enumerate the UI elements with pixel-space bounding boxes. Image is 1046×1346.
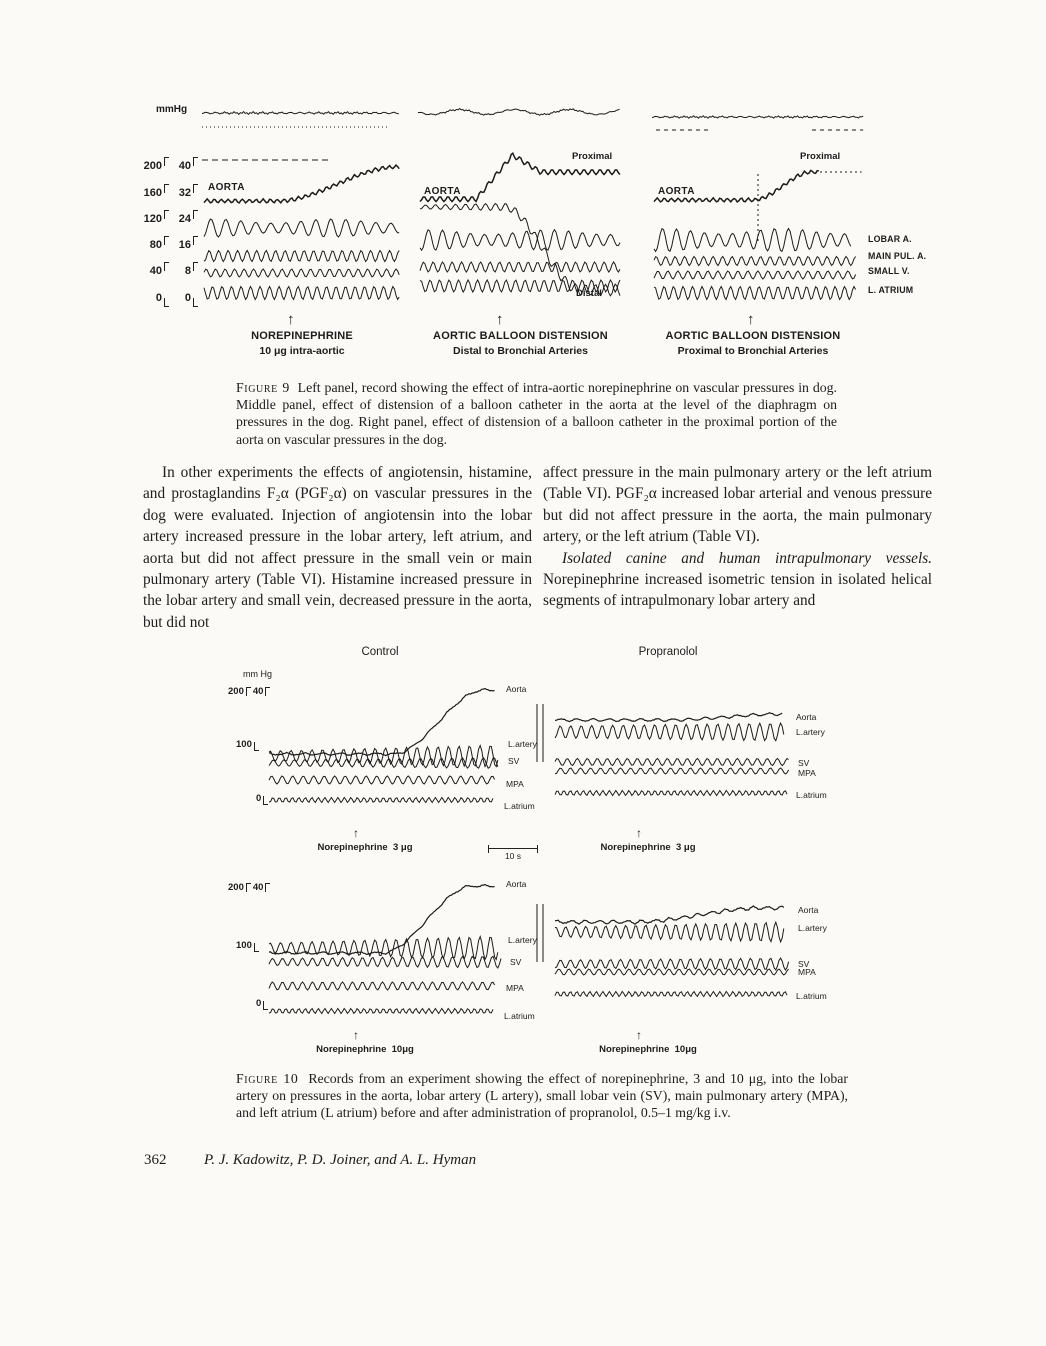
axis-value: 0 — [256, 998, 262, 1009]
panel1-caption — [202, 330, 402, 357]
axis-row — [138, 288, 200, 306]
axis-value: 200 — [228, 882, 244, 893]
small-vein-label: SMALL V. — [868, 266, 910, 276]
body-italic-lead: Isolated canine and human intrapulmonary vessels. — [562, 549, 932, 567]
page-number: 362 — [144, 1152, 167, 1168]
left-atrium-trace-label: L.atrium — [796, 790, 827, 800]
time-scale-label: 10 s — [504, 851, 522, 861]
axis-tick-left: 160 — [143, 187, 162, 199]
figure10-caption-label: Figure 10 — [236, 1071, 299, 1086]
small-vein-trace-label: SV — [798, 959, 810, 969]
axis-value: 40 — [252, 686, 264, 697]
figure10-control-3ug-traces — [252, 680, 505, 815]
tick-mark-icon — [164, 210, 169, 219]
panel-caption-line1: NOREPINEPHRINE — [251, 330, 353, 342]
axis-row — [138, 261, 200, 279]
lobar-artery-trace-label: L.artery — [508, 739, 537, 749]
axis-tick-right: 16 — [178, 239, 191, 251]
panel-caption-line2: Proximal to Bronchial Arteries — [677, 345, 829, 357]
tick-mark-icon — [246, 687, 251, 696]
axis-tick-left: 120 — [143, 213, 162, 225]
tick-mark-icon — [164, 184, 169, 193]
panel-caption-line1: AORTIC BALLOON DISTENSION — [433, 330, 608, 342]
event-norepinephrine-3ug: Norepinephrine 3 μg — [600, 842, 696, 853]
aorta-trace-label: AORTA — [424, 186, 461, 197]
tick-mark-icon — [164, 236, 169, 245]
figure10-y-axis-unit: mm Hg — [243, 669, 272, 679]
axis-value: 100 — [236, 940, 252, 951]
injection-arrow-icon: ↑ — [353, 826, 359, 840]
aorta-trace-label: Aorta — [798, 905, 819, 915]
tick-mark-icon — [246, 883, 251, 892]
panel2-caption — [418, 330, 623, 357]
column-header-propranolol: Propranolol — [638, 646, 698, 658]
injection-arrow-icon: ↑ — [287, 311, 295, 328]
axis-value: 0 — [256, 793, 262, 804]
axis-tick-left: 40 — [149, 265, 162, 277]
axis-row — [138, 156, 200, 174]
distension-arrow-icon: ↑ — [747, 311, 755, 328]
axis-value: 100 — [236, 739, 252, 750]
panel-caption-line2: Distal to Bronchial Arteries — [453, 345, 588, 357]
tick-mark-icon — [193, 262, 198, 271]
figure9 — [0, 0, 1046, 460]
lobar-artery-trace-label: L.artery — [798, 923, 827, 933]
axis-tick-right: 32 — [178, 187, 191, 199]
figure10-propranolol-3ug-traces — [533, 694, 803, 806]
small-vein-trace-label: SV — [798, 758, 810, 768]
distension-arrow-icon: ↑ — [496, 311, 504, 328]
tick-mark-icon — [164, 298, 169, 307]
mpa-trace-label: MPA — [506, 779, 524, 789]
axis-value: 200 — [228, 686, 244, 697]
figure9-panel1-traces — [202, 100, 402, 312]
left-atrium-label: L. ATRIUM — [868, 285, 914, 295]
axis-tick-left: 80 — [149, 239, 162, 251]
column-header-control: Control — [361, 646, 399, 658]
lobar-artery-trace-label: L.artery — [508, 935, 537, 945]
injection-arrow-icon: ↑ — [636, 1028, 642, 1042]
body-paragraph — [543, 548, 932, 612]
axis-tick-right: 40 — [178, 160, 191, 172]
body-paragraph-rest: Norepinephrine increased isometric tension in isolated helical segments of intrapulmonary lobar artery and — [543, 571, 932, 610]
aorta-trace-label: Aorta — [506, 684, 527, 694]
proximal-trace-label: Proximal — [572, 151, 613, 162]
body-paragraph: In other experiments the effects of angiotensin, histamine, and prostaglandins F₂α (PGF₂α) on vascular pressures in the dog were evaluated. Injection of angiotensin into the lobar artery increased pressure in the lobar artery, left atrium, and aorta but did not affect pressure in the small vein or main pulmonary artery (Table VI). Histamine increased pressure in the lobar artery and small vein, decreased pressure in the aorta, but did not — [143, 464, 532, 631]
left-atrium-trace-label: L.atrium — [796, 991, 827, 1001]
aorta-trace-label: Aorta — [796, 712, 817, 722]
axis-value: 40 — [252, 882, 264, 893]
figure10-propranolol-10ug-traces — [533, 892, 803, 1004]
mpa-trace-label: MPA — [506, 983, 524, 993]
tick-mark-icon — [193, 210, 198, 219]
aorta-trace-label: AORTA — [658, 186, 695, 197]
left-atrium-trace-label: L.atrium — [504, 801, 535, 811]
figure10-caption-text: Records from an experiment showing the effect of norepinephrine, 3 and 10 μg, into the lobar artery on pressures in the aorta, lobar artery (L artery), small lobar vein (SV), main pulmonary artery (MPA), and left atrium (L atrium) before and after administration of propranolol, 0.5–1 mg/kg i.v. — [236, 1071, 849, 1121]
figure10-caption — [236, 1070, 848, 1122]
figure9-panel3-traces — [652, 100, 866, 312]
figure9-y-axis-unit: mmHg — [156, 104, 188, 115]
distal-trace-label: Distal — [576, 288, 602, 299]
tick-mark-icon — [193, 157, 198, 166]
tick-mark-icon — [193, 236, 198, 245]
axis-tick-left: 0 — [155, 292, 162, 304]
figure9-caption-label: Figure 9 — [236, 380, 290, 395]
tick-mark-icon — [193, 184, 198, 193]
axis-tick-right: 8 — [184, 265, 191, 277]
panel-caption-line1: AORTIC BALLOON DISTENSION — [665, 330, 841, 342]
body-right-column — [543, 462, 932, 612]
figure9-caption — [236, 379, 837, 448]
figure10-control-10ug-traces — [252, 876, 505, 1018]
tick-mark-icon — [164, 262, 169, 271]
aorta-trace-label: Aorta — [506, 879, 527, 889]
axis-row — [138, 183, 200, 201]
figure9-panel2-traces — [418, 100, 623, 312]
left-atrium-trace-label: L.atrium — [504, 1011, 535, 1021]
proximal-trace-label: Proximal — [800, 151, 841, 162]
injection-arrow-icon: ↑ — [636, 826, 642, 840]
axis-tick-right: 0 — [184, 292, 191, 304]
axis-row — [138, 235, 200, 253]
aorta-trace-label: AORTA — [208, 182, 245, 193]
tick-mark-icon — [193, 298, 198, 307]
mpa-trace-label: MPA — [798, 967, 816, 977]
lobar-artery-label: LOBAR A. — [868, 234, 912, 244]
main-pulmonary-artery-label: MAIN PUL. A. — [868, 251, 927, 261]
running-authors: P. J. Kadowitz, P. D. Joiner, and A. L. Hyman — [204, 1152, 477, 1168]
small-vein-trace-label: SV — [510, 957, 522, 967]
lobar-artery-trace-label: L.artery — [796, 727, 825, 737]
axis-tick-right: 24 — [178, 213, 191, 225]
body-paragraph: affect pressure in the main pulmonary artery or the left atrium (Table VI). PGF₂α increased lobar arterial and venous pressure but did not affect pressure in the aorta, the main pulmonary artery, or the left atrium (Table VI). — [543, 464, 932, 546]
small-vein-trace-label: SV — [508, 756, 520, 766]
panel3-caption — [646, 330, 860, 357]
figure9-caption-text: Left panel, record showing the effect of intra-aortic norepinephrine on vascular pressures in dog. Middle panel, effect of distension of a balloon catheter in the aorta at the level of the diaphragm on pressures in the dog. Right panel, effect of distension of a balloon catheter in the proximal portion of the aorta on vascular pressures in the dog. — [236, 380, 837, 447]
event-norepinephrine-3ug: Norepinephrine 3 μg — [317, 842, 413, 853]
event-norepinephrine-10ug: Norepinephrine 10μg — [316, 1044, 414, 1055]
mpa-trace-label: MPA — [798, 768, 816, 778]
event-norepinephrine-10ug: Norepinephrine 10μg — [599, 1044, 697, 1055]
injection-arrow-icon: ↑ — [353, 1028, 359, 1042]
body-left-column — [143, 462, 532, 633]
axis-tick-left: 200 — [143, 160, 162, 172]
axis-row — [138, 209, 200, 227]
tick-mark-icon — [164, 157, 169, 166]
figure10 — [0, 630, 1046, 1170]
panel-caption-line2: 10 μg intra-aortic — [259, 345, 345, 357]
